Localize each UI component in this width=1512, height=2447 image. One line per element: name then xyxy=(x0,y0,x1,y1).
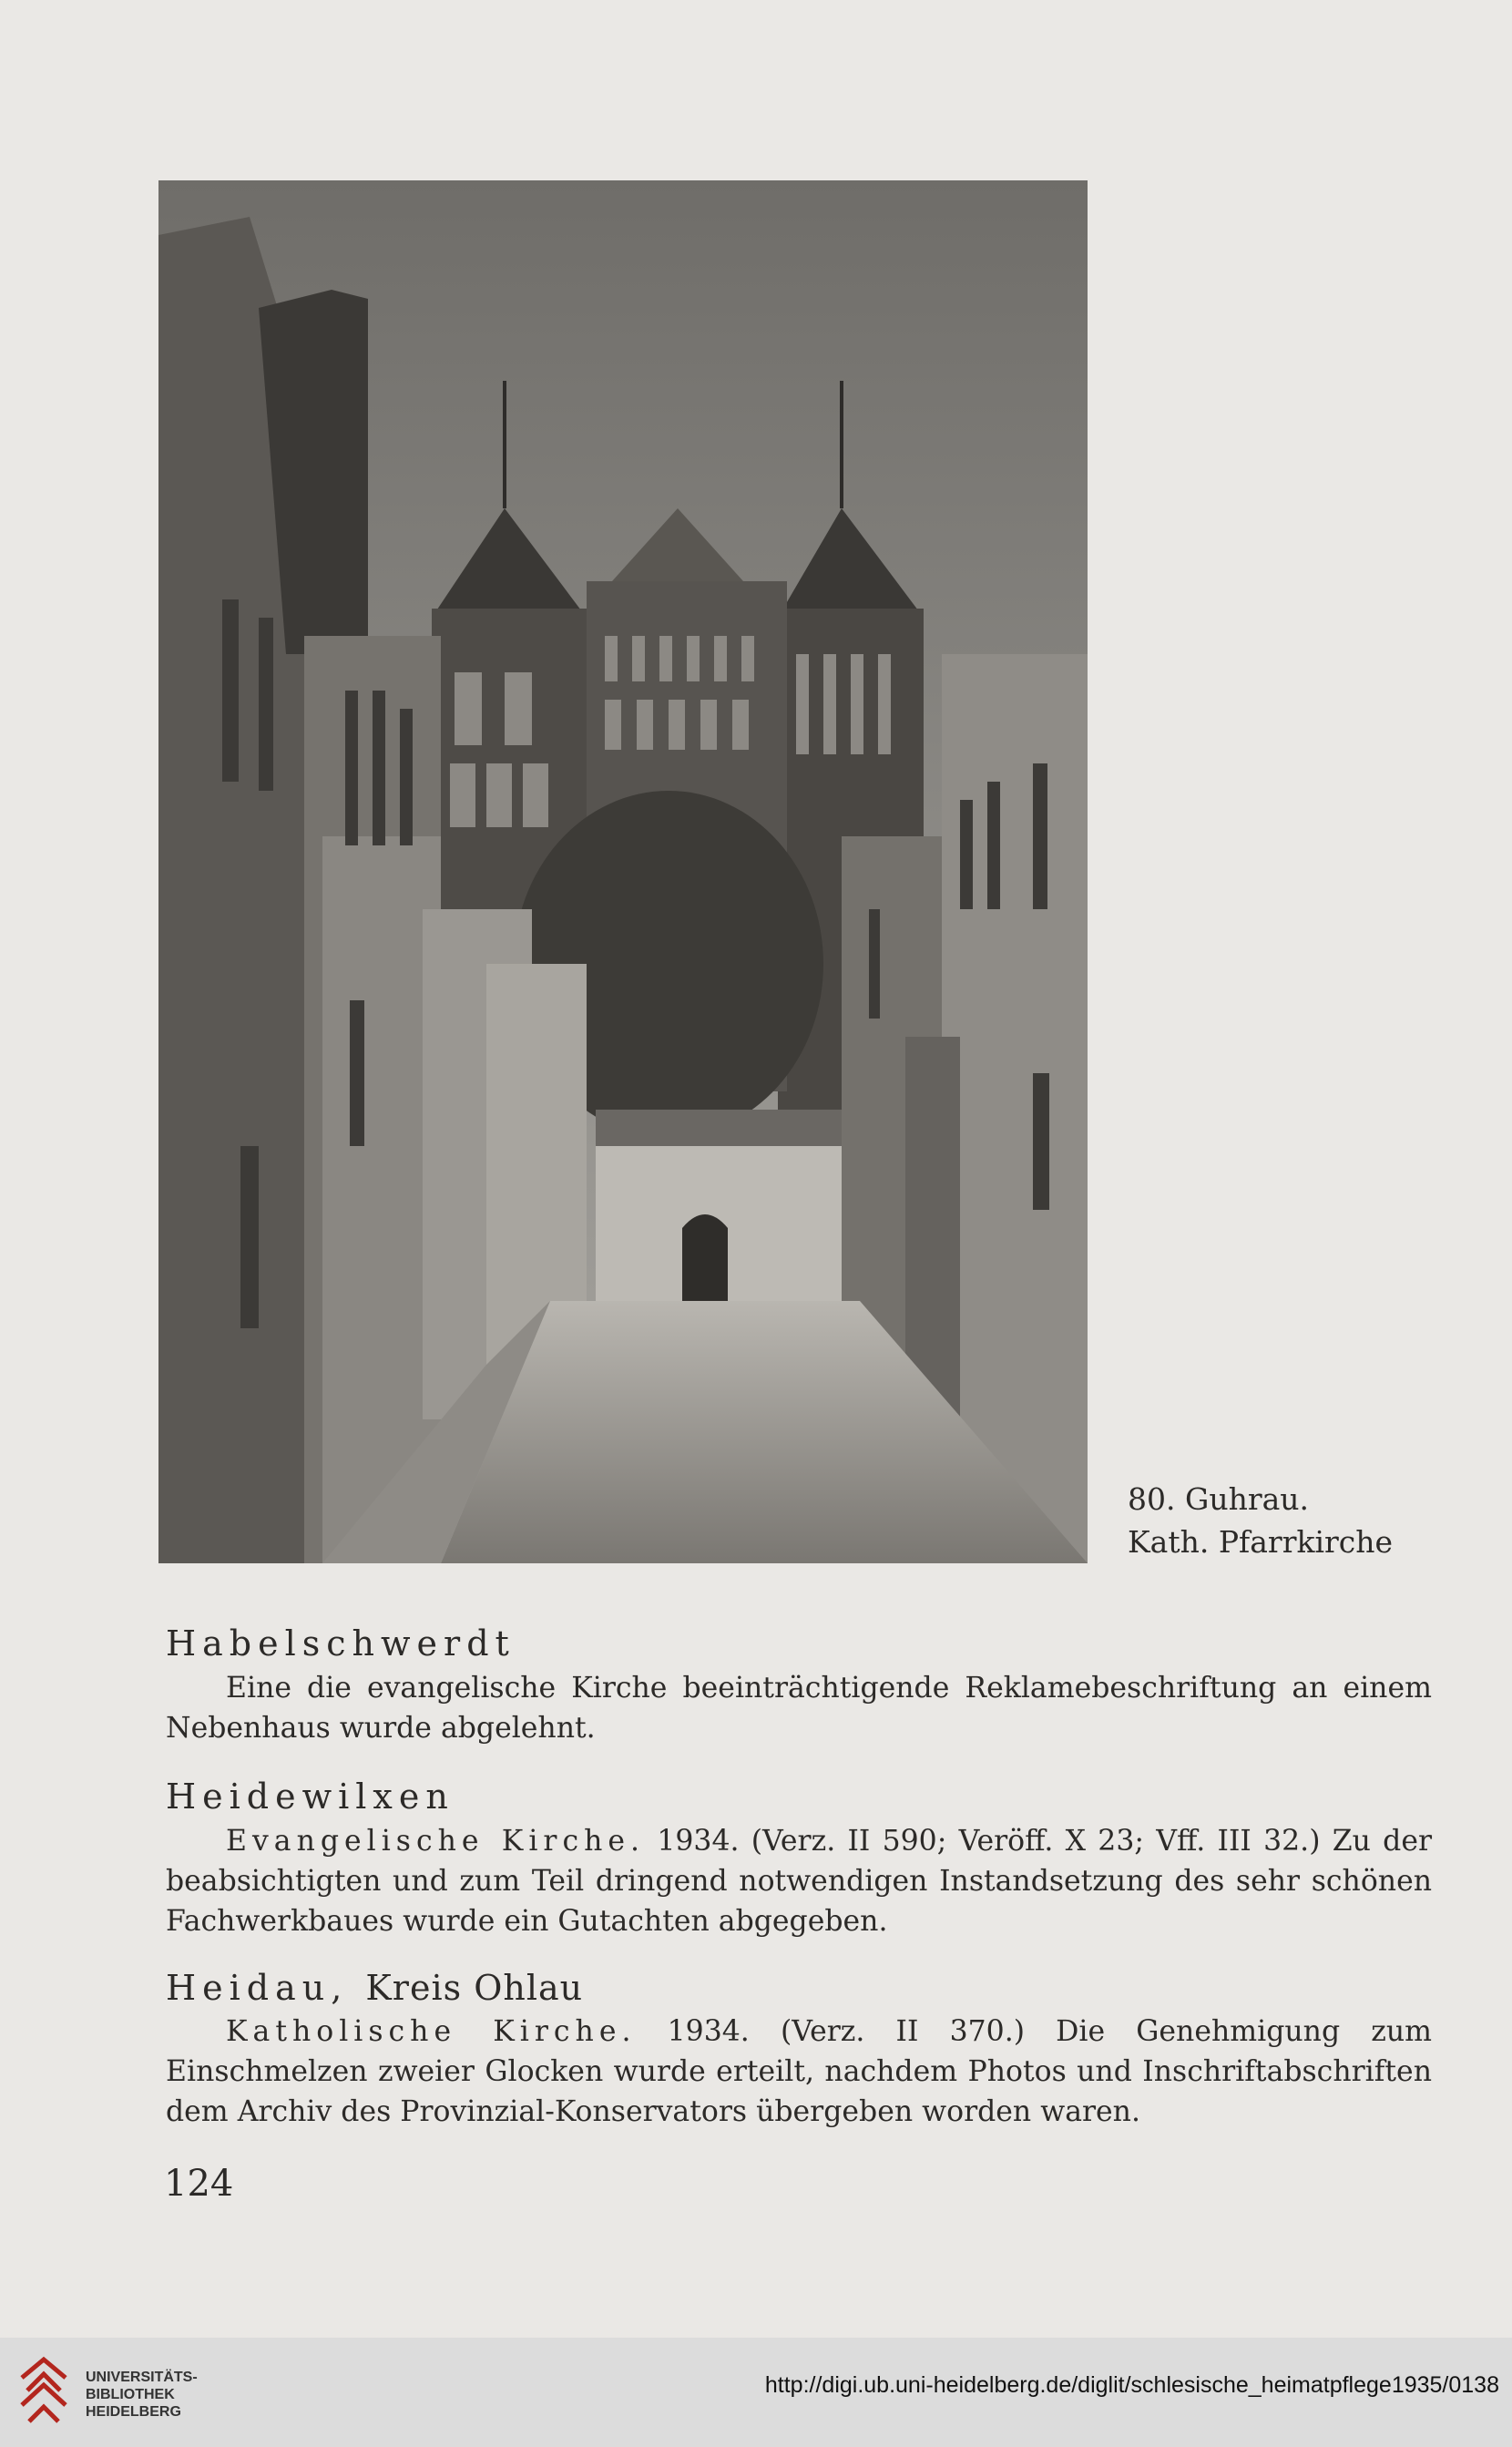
section-text-habelschwerdt: Eine die evangelische Kirche beeinträchtigende Reklamebeschriftung an einem Nebenhaus wurde abgelehnt. xyxy=(166,1672,1432,1745)
section-lead-heidewilxen: Evangelische Kirche. xyxy=(226,1825,646,1858)
section-lead-heidau: Katholische Kirche. xyxy=(226,2015,637,2048)
library-footer xyxy=(0,2338,1512,2447)
caption-line-1: 80. Guhrau. xyxy=(1128,1481,1310,1517)
section-heading-heidau-suffix: Kreis Ohlau xyxy=(365,1968,584,2008)
section-heading-heidau: Heidau, Kreis Ohlau xyxy=(166,1968,584,2008)
source-url-link[interactable]: http://digi.ub.uni-heidelberg.de/diglit/schlesische_heimatpflege1935/0138 xyxy=(764,2372,1499,2398)
section-heading-heidewilxen: Heidewilxen xyxy=(166,1776,455,1817)
library-logo-text[interactable]: UNIVERSITÄTS- BIBLIOTHEK HEIDELBERG xyxy=(86,2370,198,2420)
section-heading-habelschwerdt: Habelschwerdt xyxy=(166,1623,516,1664)
caption-line-2: Kath. Pfarrkirche xyxy=(1128,1524,1394,1560)
section-text-heidau: Katholische Kirche. 1934. (Verz. II 370.) Die Genehmigung zum Einschmelzen zweier Glocken wurde erteilt, nachdem Photos und Inschriftabschriften dem Archiv des Provinzial-Konservators übergeben worden waren. xyxy=(166,2015,1432,2128)
street-church-photo-icon xyxy=(158,180,1088,1563)
photo-caption xyxy=(1128,1478,1492,1563)
section-text-heidewilxen: Evangelische Kirche. 1934. (Verz. II 590; Veröff. X 23; Vff. III 32.) Zu der beabsichtigten und zum Teil dringend notwendigen Instandsetzung des sehr schönen Fachwerkbaues wurde ein Gutachten abgegeben. xyxy=(166,1825,1433,1938)
page-number: 124 xyxy=(164,2163,234,2205)
street-church-photo xyxy=(158,180,1088,1563)
university-library-logo-icon[interactable] xyxy=(16,2350,73,2432)
